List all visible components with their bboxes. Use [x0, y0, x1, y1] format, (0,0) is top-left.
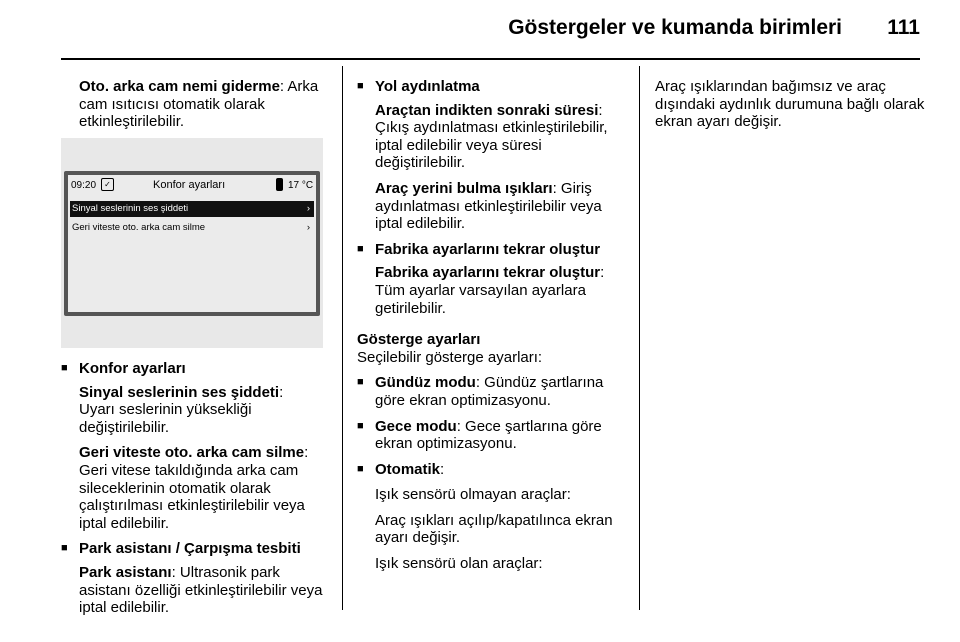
column-1	[61, 78, 323, 131]
header-title: Göstergeler ve kumanda birimleri	[508, 16, 842, 39]
column-3	[655, 78, 925, 139]
text: : Gündüz şartlarına göre ekran optimizasyonu.	[375, 374, 604, 409]
bullet-park: ■ Park asistanı / Çarpışma tesbiti	[61, 540, 323, 558]
text: : Gece şartlarına göre ekran optimizasyonu.	[375, 417, 602, 453]
temperature-icon	[276, 178, 283, 191]
intro-term: Oto. arka cam nemi giderme	[79, 78, 280, 95]
term: Sinyal seslerinin ses şiddeti	[79, 383, 280, 401]
column-divider-1	[342, 66, 343, 610]
chevron-right-icon: ›	[306, 222, 310, 233]
paragraph	[61, 444, 323, 532]
text: : Ultrasonik park asistanı özelliği etkinleştirilebilir veya iptal edilebilir.	[79, 563, 323, 617]
section-intro: Seçilebilir gösterge ayarları:	[357, 348, 543, 366]
paragraph: Araç ışıkları açılıp/kapatılınca ekran ayarı değişir.	[375, 511, 613, 547]
paragraph	[357, 264, 627, 317]
bullet-gece	[357, 418, 627, 453]
display-temperature: 17 °C	[288, 180, 314, 191]
section-title: Gösterge ayarları	[357, 331, 481, 349]
bullet-konfor: ■ Konfor ayarları	[61, 360, 323, 378]
text: : Çıkış aydınlatması etkinleştirilebilir, iptal edilebilir veya süresi değiştirilebilir.	[375, 101, 608, 172]
page-number: 111	[887, 16, 920, 39]
term: Fabrika ayarlarını tekrar oluştur	[375, 264, 601, 282]
chevron-right-icon: ›	[306, 203, 310, 214]
text: : Giriş aydınlatması etkinleştirilebilir veya iptal edilebilir.	[375, 179, 602, 233]
term: Gündüz modu	[375, 374, 476, 392]
paragraph	[357, 180, 627, 233]
header-rule	[61, 58, 920, 60]
menu-row-label: Sinyal seslerinin ses şiddeti	[72, 203, 189, 214]
paragraph	[357, 102, 627, 172]
column-1-lower	[61, 360, 323, 625]
term: Araçtan indikten sonraki süresi	[375, 101, 599, 119]
term: Otomatik	[375, 460, 441, 478]
column-divider-2	[639, 66, 640, 610]
term: Park asistanı	[79, 563, 172, 581]
paragraph	[61, 564, 323, 617]
display-title: Konfor ayarları	[153, 179, 226, 191]
text: : Tüm ayarlar varsayılan ayarlara getirilebilir.	[375, 264, 605, 317]
term: Gece modu	[375, 417, 457, 435]
paragraph	[61, 384, 323, 437]
text: : Geri vitese takıldığında arka cam sileceklerinin otomatik olarak çalıştırılması etkinleştirilebilir veya iptal edilebilir.	[79, 444, 309, 532]
intro-paragraph	[61, 78, 323, 131]
bullet-otomatik	[357, 461, 627, 479]
bullet-fabrika: ■ Fabrika ayarlarını tekrar oluştur	[357, 241, 627, 259]
settings-icon: ✓	[101, 178, 114, 191]
term: Araç yerini bulma ışıkları	[375, 179, 553, 197]
bullet-gunduz	[357, 374, 627, 409]
paragraph: Işık sensörü olan araçlar:	[375, 555, 543, 573]
term: Geri viteste oto. arka cam silme	[79, 444, 305, 462]
intro-text: : Arka cam ısıtıcısı otomatik olarak etkinleştirilebilir.	[79, 78, 319, 131]
paragraph: Araç ışıklarından bağımsız ve araç dışındaki aydınlık durumuna bağlı olarak ekran ayarı değişir.	[655, 78, 925, 131]
menu-row-selected[interactable]	[70, 201, 314, 217]
display-time: 09:20	[71, 180, 97, 191]
menu-row-label: Geri viteste oto. arka cam silme	[72, 222, 206, 233]
text: :	[440, 460, 445, 478]
display-frame	[64, 171, 320, 316]
bullet-yol: ■ Yol aydınlatma	[357, 78, 627, 96]
display-screenshot	[61, 138, 323, 348]
text: : Uyarı seslerinin yüksekliği değiştirilebilir.	[79, 383, 284, 436]
display-screen	[68, 175, 316, 312]
paragraph: Işık sensörü olmayan araçlar:	[375, 486, 571, 504]
menu-row[interactable]	[70, 220, 314, 236]
column-2	[357, 78, 627, 581]
